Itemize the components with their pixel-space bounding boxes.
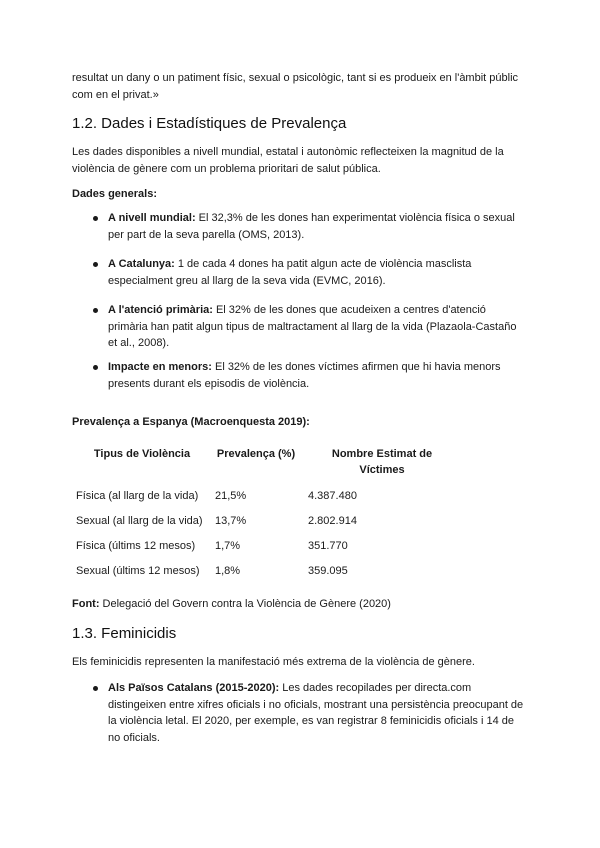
spain-heading: Prevalença a Espanya (Macroenquesta 2019): xyxy=(72,416,310,428)
item-text: Les dades recopilades per directa.com distingeixen entre xifres oficials i no oficials, mostrant una persistència preocupant de la violència letal. El 2020, per exemple, es van registrar 8 feminicidis oficials i 14 de no oficials. xyxy=(108,682,524,744)
table-header: Prevalença (%) xyxy=(216,448,296,460)
item-label: A Catalunya: xyxy=(108,258,175,270)
general-data-heading: Dades generals: xyxy=(72,188,157,200)
table-header: Nombre Estimat de Víctimes xyxy=(331,448,433,476)
bullet-icon xyxy=(93,262,98,267)
section-title-1-3: 1.3. Feminicidis xyxy=(72,625,177,642)
section-1-3-intro: Els feminicidis representen la manifestació més extrema de la violència de gènere. xyxy=(72,656,475,668)
table-cell: 21,5% xyxy=(215,490,247,502)
list-item-paisos-catalans xyxy=(108,680,528,746)
bullet-icon xyxy=(93,365,98,370)
item-text: El 32% de les dones víctimes afirmen que hi havia menors presents durant els episodis de violència. xyxy=(108,361,501,390)
list-item-catalunya xyxy=(108,256,528,289)
table-cell: Física (últims 12 mesos) xyxy=(76,540,196,552)
source-text: Delegació del Govern contra la Violència de Gènere (2020) xyxy=(99,598,391,610)
table-cell: 2.802.914 xyxy=(308,515,357,527)
table-cell: Sexual (al llarg de la vida) xyxy=(76,515,203,527)
list-item-primary-care xyxy=(108,302,528,352)
item-text: El 32% de les dones que acudeixen a centres d'atenció primària han patit algun tipus de maltractament al llarg de la vida (Plazaola-Castaño et al., 2008). xyxy=(108,304,517,349)
section-1-2-intro: Les dades disponibles a nivell mundial, estatal i autonòmic reflecteixen la magnitud de la violència de gènere com un problema prioritari de salut pública. xyxy=(72,146,504,175)
list-item-global xyxy=(108,210,528,243)
item-label: Impacte en menors: xyxy=(108,361,212,373)
item-label: A l'atenció primària: xyxy=(108,304,213,316)
table-cell: 351.770 xyxy=(308,540,348,552)
bullet-icon xyxy=(93,216,98,221)
table-cell: 4.387.480 xyxy=(308,490,357,502)
table-cell: 13,7% xyxy=(215,515,247,527)
table-header: Tipus de Violència xyxy=(93,448,191,460)
item-label: Als Països Catalans (2015-2020): xyxy=(108,682,280,694)
table-source xyxy=(72,596,391,613)
section-title-1-2: 1.2. Dades i Estadístiques de Prevalença xyxy=(72,115,347,132)
table-cell: 1,7% xyxy=(215,540,241,552)
item-text: El 32,3% de les dones han experimentat violència física o sexual per part de la seva parella (OMS, 2013). xyxy=(108,212,515,241)
table-cell: 359.095 xyxy=(308,565,348,577)
table-cell: 1,8% xyxy=(215,565,241,577)
source-label: Font: xyxy=(72,598,100,610)
item-label: A nivell mundial: xyxy=(108,212,196,224)
intro-continuation: resultat un dany o un patiment físic, sexual o psicològic, tant si es produeix en l'àmbit públic com en el privat.» xyxy=(72,72,519,101)
item-text: 1 de cada 4 dones ha patit algun acte de violència masclista especialment greu al llarg de la seva vida (EVMC, 2016). xyxy=(108,258,472,287)
bullet-icon xyxy=(93,686,98,691)
table-cell: Física (al llarg de la vida) xyxy=(76,490,199,502)
table-cell: Sexual (últims 12 mesos) xyxy=(76,565,200,577)
list-item-minors xyxy=(108,359,528,392)
bullet-icon xyxy=(93,308,98,313)
